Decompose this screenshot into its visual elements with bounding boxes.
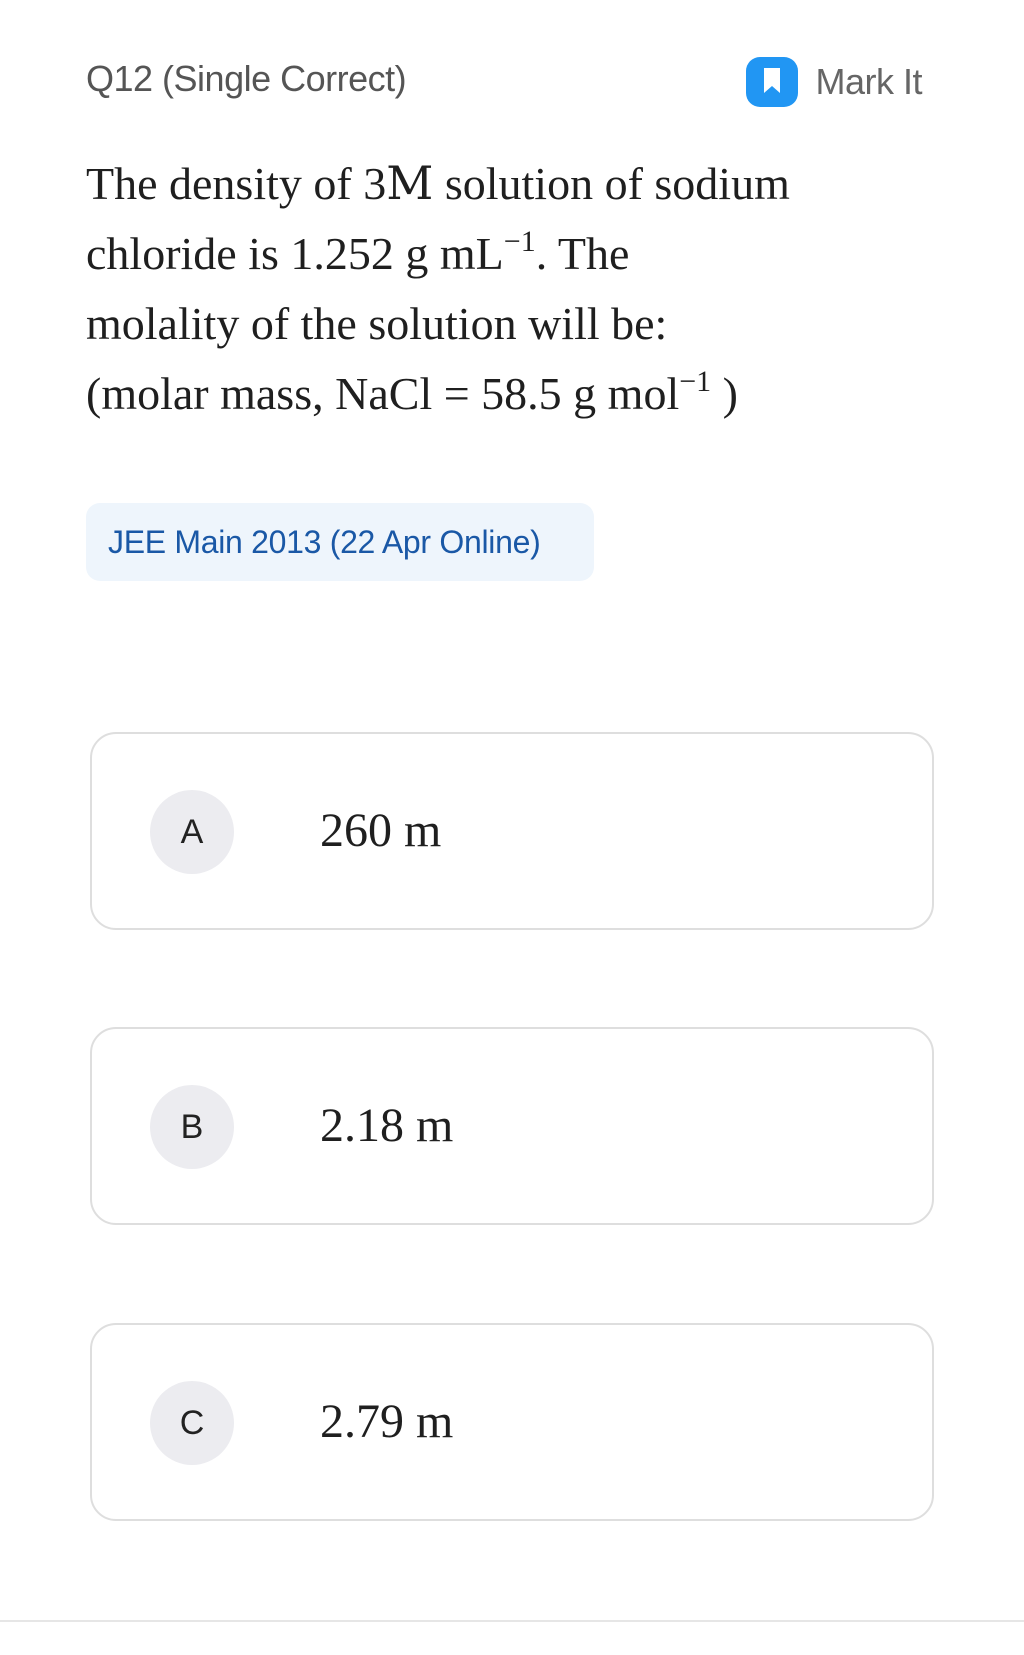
option-letter-badge: B xyxy=(150,1085,234,1169)
mark-it-label: Mark It xyxy=(815,61,922,102)
option-a[interactable] xyxy=(90,732,934,930)
exam-source-tag xyxy=(86,503,594,581)
option-text: 2.18 m xyxy=(320,1099,454,1152)
bookmark-icon xyxy=(743,55,801,109)
bottom-divider xyxy=(0,1620,1024,1622)
exam-source-label: JEE Main 2013 (22 Apr Online) xyxy=(108,523,541,560)
question-header xyxy=(86,52,922,112)
option-text: 2.79 m xyxy=(320,1395,454,1448)
option-c[interactable] xyxy=(90,1323,934,1521)
option-b[interactable] xyxy=(90,1027,934,1225)
question-line-2: chloride is 1.252 g $mL^{-1}$. The xyxy=(86,224,630,279)
option-letter-badge: A xyxy=(150,790,234,874)
question-line-3: molality of the solution will be: xyxy=(86,298,668,349)
mark-it-button[interactable] xyxy=(743,52,922,112)
question-line-4: (molar mass, NaCl = 58.5 g mol$^{-1}$ ) xyxy=(86,364,738,419)
question-number-label: Q12 (Single Correct) xyxy=(86,58,407,99)
question-line-1: The density of 3M solution of sodium xyxy=(86,156,790,210)
option-letter-badge: C xyxy=(150,1381,234,1465)
question-text xyxy=(86,148,946,429)
option-text: 260 m xyxy=(320,804,442,857)
